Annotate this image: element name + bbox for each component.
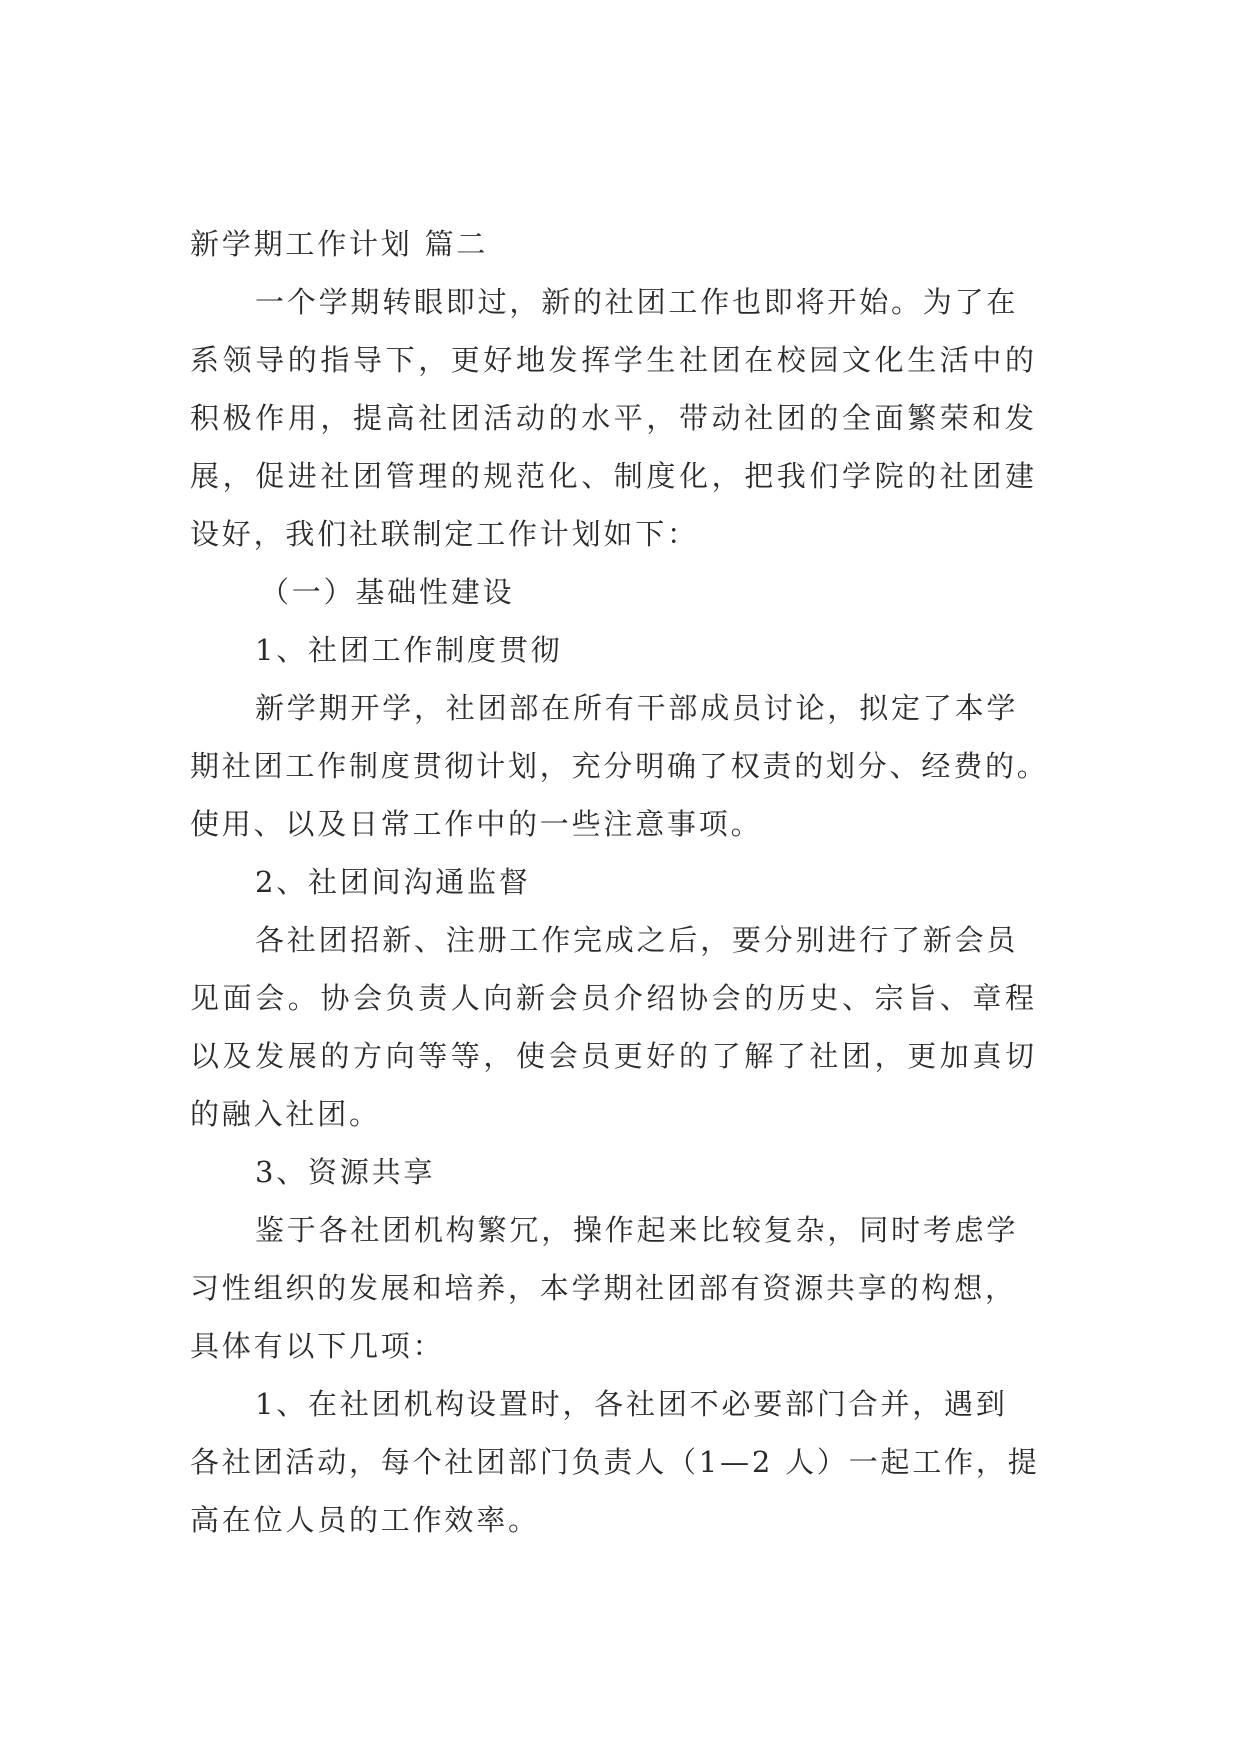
item-heading: 3、资源共享 <box>255 1155 436 1189</box>
paragraph-line: 以及发展的方向等等，使会员更好的了解了社团，更加真切 <box>190 1039 1038 1073</box>
paragraph-line: 具体有以下几项： <box>190 1329 445 1363</box>
item-heading: 1、社团工作制度贯彻 <box>255 633 563 667</box>
paragraph-line: 使用、以及日常工作中的一些注意事项。 <box>190 807 763 841</box>
paragraph-line: 一个学期转眼即过，新的社团工作也即将开始。为了在 <box>255 285 1019 319</box>
paragraph-line: 展，促进社团管理的规范化、制度化，把我们学院的社团建 <box>190 459 1038 493</box>
paragraph-line: 积极作用，提高社团活动的水平，带动社团的全面繁荣和发 <box>190 401 1038 435</box>
paragraph-line: 各社团招新、注册工作完成之后，要分别进行了新会员 <box>255 923 1019 957</box>
paragraph-line: 设好，我们社联制定工作计划如下： <box>190 517 699 551</box>
subsection-heading: （一）基础性建设 <box>260 575 515 609</box>
paragraph-line: 习性组织的发展和培养，本学期社团部有资源共享的构想， <box>190 1271 1017 1305</box>
document-body <box>190 215 1050 1549</box>
paragraph-line: 新学期开学，社团部在所有干部成员讨论，拟定了本学 <box>255 691 1019 725</box>
paragraph-line: 见面会。协会负责人向新会员介绍协会的历史、宗旨、章程 <box>190 981 1038 1015</box>
paragraph-line: 的融入社团。 <box>190 1097 381 1131</box>
paragraph-line: 系领导的指导下，更好地发挥学生社团在校园文化生活中的 <box>190 343 1038 377</box>
item-heading: 2、社团间沟通监督 <box>255 865 531 899</box>
paragraph-line: 期社团工作制度贯彻计划，充分明确了权责的划分、经费的。 <box>190 749 1049 783</box>
paragraph-line: 鉴于各社团机构繁冗，操作起来比较复杂，同时考虑学 <box>255 1213 1019 1247</box>
section-title: 新学期工作计划 篇二 <box>190 227 489 261</box>
paragraph-line: 1、在社团机构设置时，各社团不必要部门合并，遇到 <box>255 1387 1008 1421</box>
paragraph-line: 各社团活动，每个社团部门负责人（1—2 人）一起工作，提 <box>190 1445 1040 1479</box>
paragraph-line: 高在位人员的工作效率。 <box>190 1503 540 1537</box>
